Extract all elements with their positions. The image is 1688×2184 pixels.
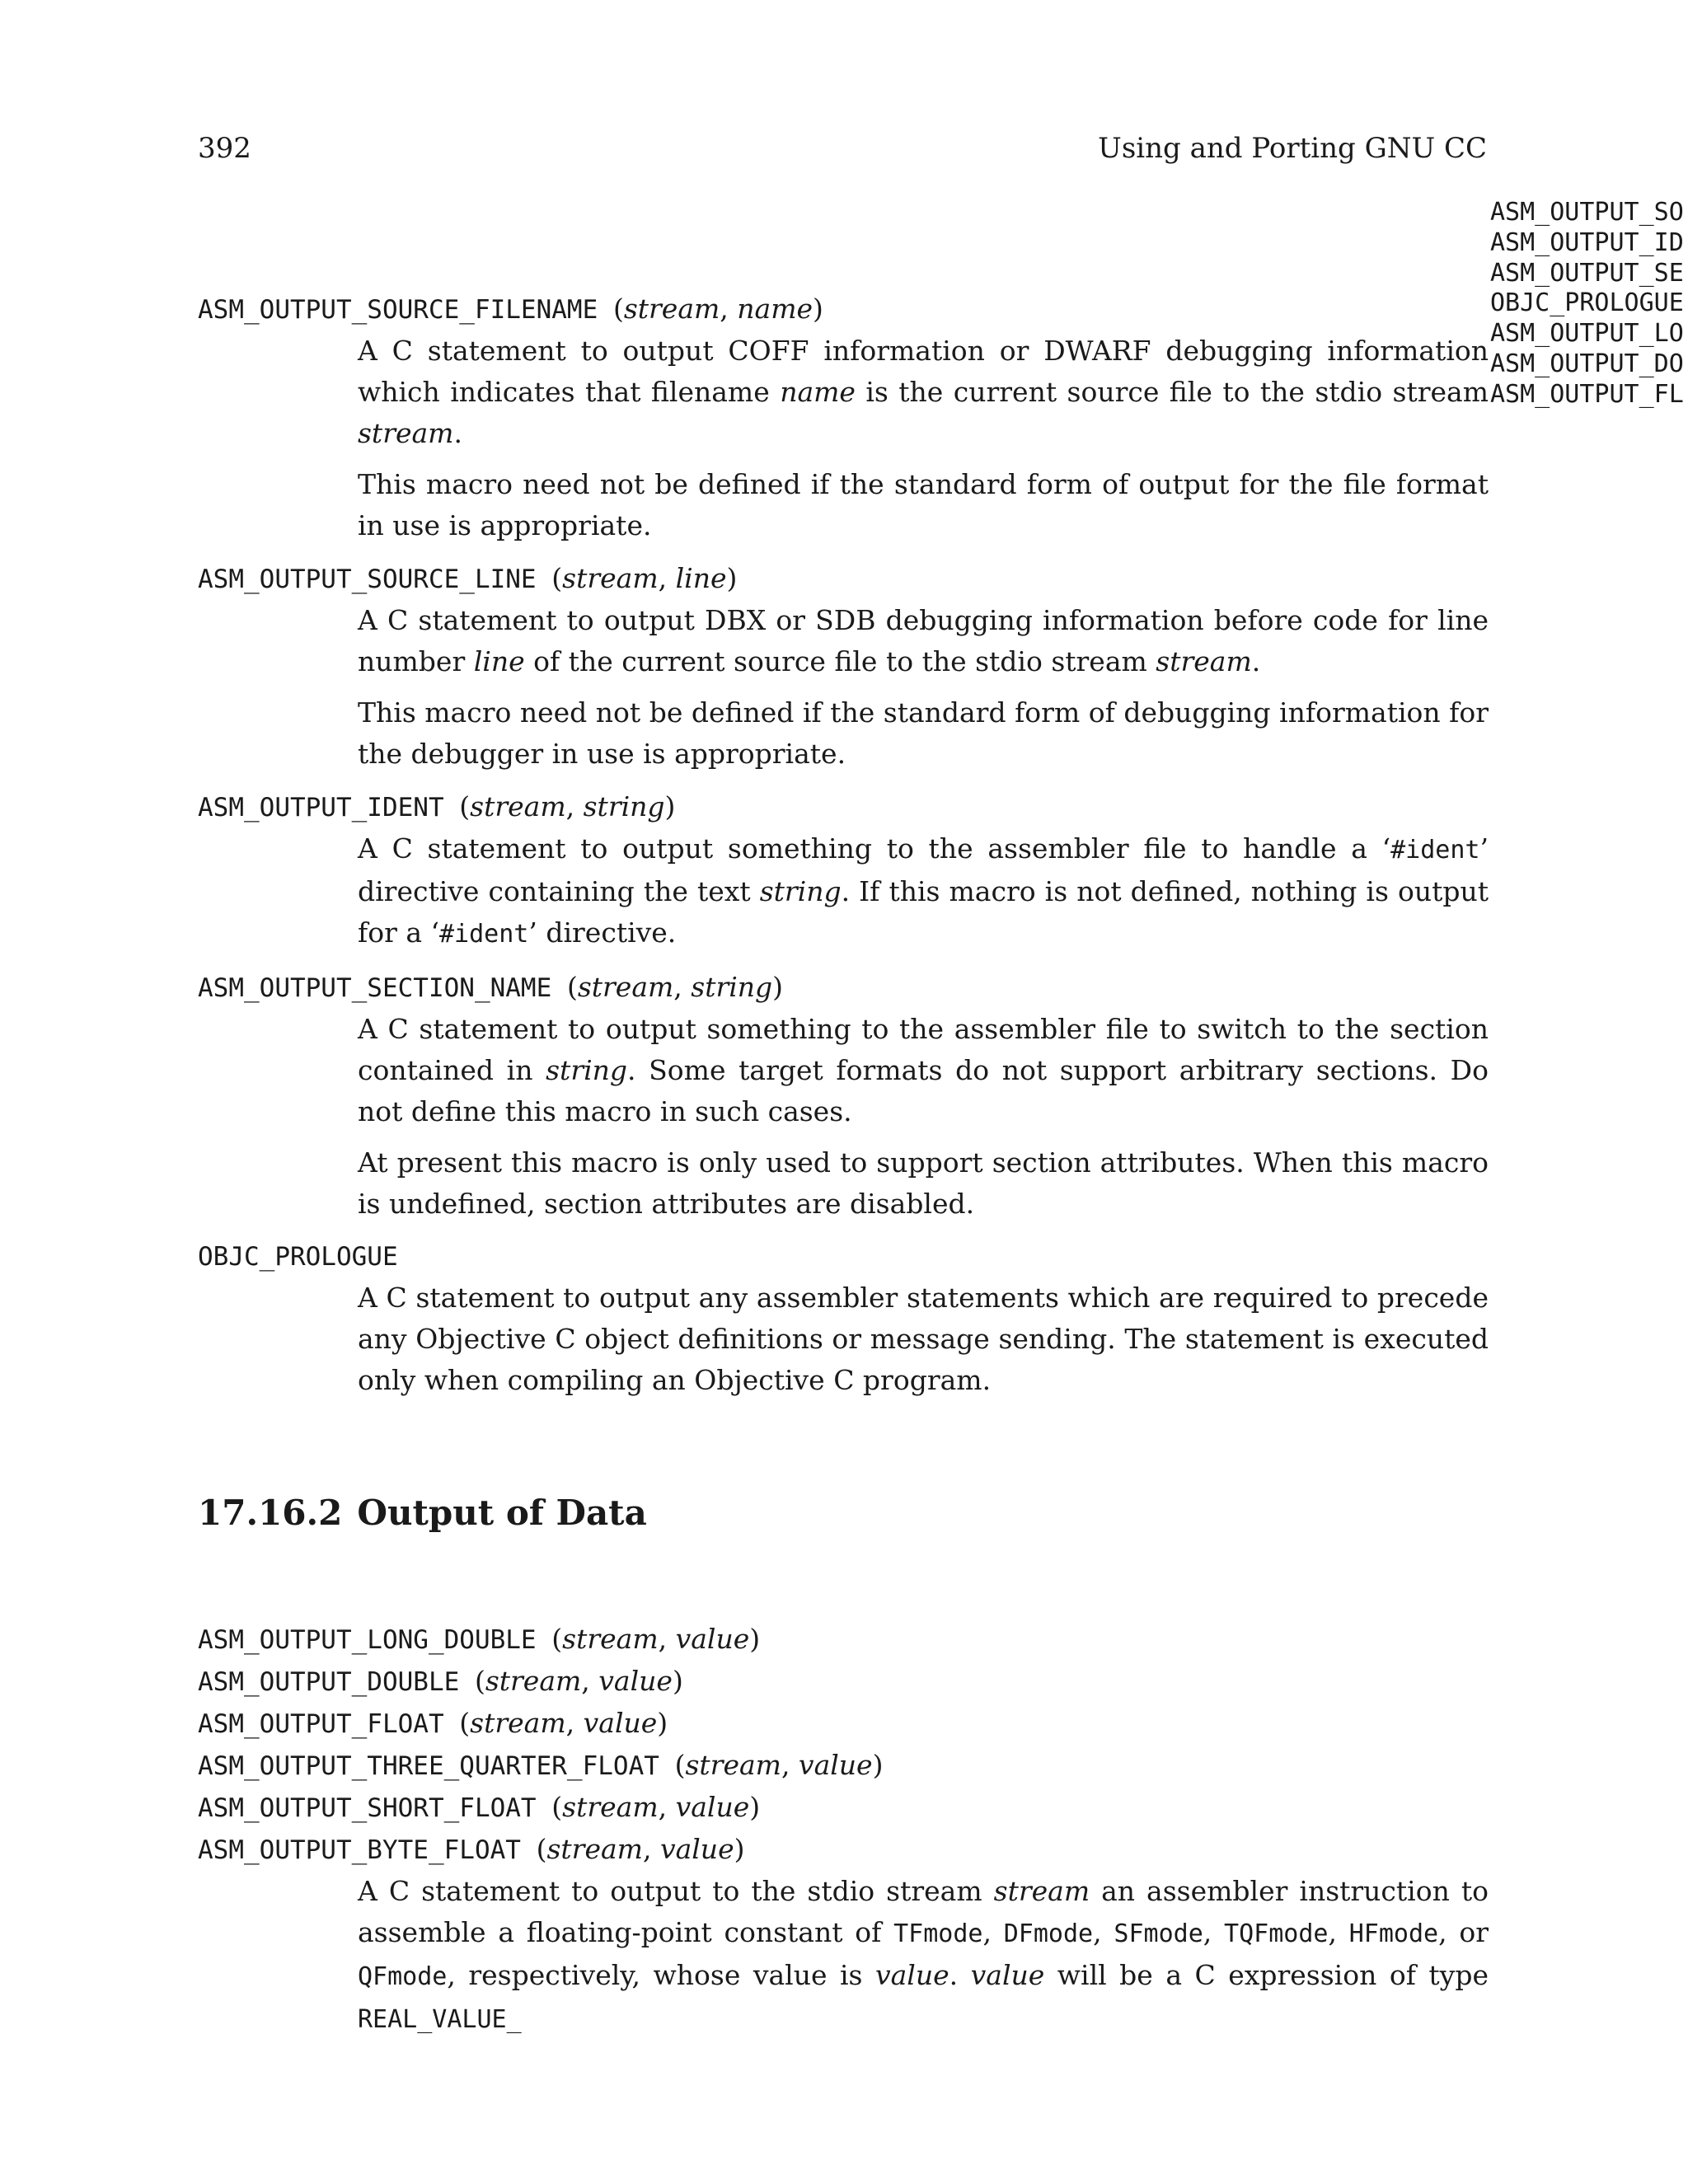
macro-name: ASM_OUTPUT_SOURCE_LINE (198, 565, 537, 594)
macro-arg: stream (623, 293, 720, 325)
margin-index (1490, 198, 1688, 410)
paragraph: At present this macro is only used to support section attributes. When this macro is undefined, section attributes are disabled. (358, 1146, 1489, 1220)
paragraph: This macro need not be defined if the standard form of debugging information for the debugger in use is appropriate. (358, 696, 1489, 770)
section-title: Output of Data (357, 1493, 647, 1533)
section-number: 17.16.2 (198, 1493, 343, 1533)
macro-definition (198, 1236, 1489, 1277)
macro-name: ASM_OUTPUT_SOURCE_FILENAME (198, 295, 598, 325)
macro-definition: ASM_OUTPUT_LONG_DOUBLE (stream, value) (198, 1623, 761, 1655)
macro-name: ASM_OUTPUT_SECTION_NAME (198, 973, 552, 1003)
macro-name: ASM_OUTPUT_FLOAT (198, 1709, 444, 1739)
page-content (198, 288, 1489, 2052)
paragraph: A C statement to output COFF information or DWARF debugging information which indicates that filename name is the current source file to the stdio stream stream. (358, 335, 1489, 449)
macro-description (358, 330, 1489, 546)
margin-index-item: ASM_OUTPUT_LO (1490, 319, 1684, 349)
macro-description (358, 1009, 1489, 1225)
margin-index-item: ASM_OUTPUT_SO (1490, 198, 1684, 227)
paragraph: A C statement to output to the stdio stream stream an assembler instruction to assemble a floating-point constant of TFmode, DFmode, SFmode, TQFmode, HFmode, or QFmode, respectively, whose value is value. value will be a C expression of type REAL_VALUE_ (358, 1875, 1489, 2034)
macro-entry (198, 558, 1489, 775)
margin-index-item: OBJC_PROLOGUE (1490, 288, 1684, 318)
paragraph: A C statement to output any assembler statements which are required to precede any Objective C object definitions or message sending. The statement is executed only when compiling an Objective C program. (358, 1282, 1489, 1396)
macro-arg: line (675, 562, 727, 594)
macro-entry (198, 1236, 1489, 1401)
macro-arg: string (583, 790, 665, 823)
macro-name: OBJC_PROLOGUE (198, 1242, 398, 1272)
macro-definition: ASM_OUTPUT_FLOAT (stream, value) (198, 1707, 668, 1739)
running-title: Using and Porting GNU CC (1098, 132, 1487, 165)
section-heading (198, 1490, 1489, 1536)
macro-description (358, 600, 1489, 775)
macro-name: ASM_OUTPUT_LONG_DOUBLE (198, 1625, 537, 1655)
paragraph: A C statement to output something to the assembler file to switch to the section contained in string. Some target formats do not support arbitrary sections. Do not define this macro in such cases. (358, 1013, 1489, 1127)
macro-arg: stream (562, 562, 659, 594)
macro-entry (198, 967, 1489, 1225)
macro-definition: ASM_OUTPUT_IDENT (stream, string) (198, 790, 676, 823)
macro-arg: string (691, 971, 773, 1003)
macro-name: ASM_OUTPUT_THREE_QUARTER_FLOAT (198, 1751, 659, 1781)
macro-arg: stream (577, 971, 674, 1003)
margin-index-item: ASM_OUTPUT_DO (1490, 349, 1684, 378)
macro-name: ASM_OUTPUT_IDENT (198, 793, 444, 823)
page-number: 392 (198, 132, 251, 165)
paragraph: A C statement to output something to the assembler file to handle a ‘#ident’ directive containing the text string. If this macro is not defined, nothing is output for a ‘#ident’ directive. (358, 832, 1489, 949)
macro-arg: name (737, 293, 814, 325)
macro-definition: ASM_OUTPUT_BYTE_FLOAT (stream, value) (198, 1833, 745, 1865)
macro-arg: stream (470, 790, 566, 823)
macro-entry (198, 786, 1489, 955)
macro-entry (198, 1619, 1489, 2041)
macro-entry (198, 288, 1489, 546)
macro-definition: ASM_OUTPUT_SECTION_NAME (stream, string) (198, 971, 784, 1003)
margin-index-item: ASM_OUTPUT_SE (1490, 258, 1684, 288)
paragraph: This macro need not be defined if the standard form of output for the file format in use is appropriate. (358, 468, 1489, 541)
macro-description (358, 1871, 1489, 2041)
macro-definition: ASM_OUTPUT_SHORT_FLOAT (stream, value) (198, 1791, 761, 1823)
macro-description (358, 1277, 1489, 1401)
macro-definition: ASM_OUTPUT_SOURCE_FILENAME (stream, name) (198, 293, 823, 325)
macro-description (358, 828, 1489, 955)
macro-definition: ASM_OUTPUT_DOUBLE (stream, value) (198, 1665, 683, 1697)
macro-definition: ASM_OUTPUT_SOURCE_LINE (stream, line) (198, 562, 738, 594)
macro-name: ASM_OUTPUT_BYTE_FLOAT (198, 1835, 521, 1865)
margin-index-item: ASM_OUTPUT_ID (1490, 227, 1684, 257)
macro-name: ASM_OUTPUT_SHORT_FLOAT (198, 1793, 537, 1823)
margin-index-item: ASM_OUTPUT_FL (1490, 379, 1684, 409)
macro-name: ASM_OUTPUT_DOUBLE (198, 1667, 460, 1697)
paragraph: A C statement to output DBX or SDB debugging information before code for line number line of the current source file to the stdio stream stream. (358, 604, 1489, 677)
macro-definition: ASM_OUTPUT_THREE_QUARTER_FLOAT (stream, value) (198, 1749, 884, 1781)
